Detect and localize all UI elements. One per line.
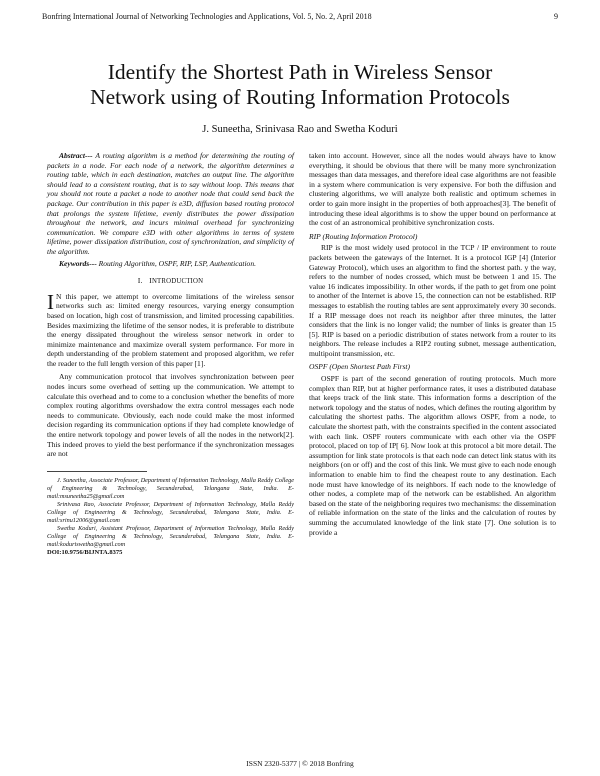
footnote-author-1: J. Suneetha, Associate Professor, Department of Information Technology, Malla Reddy College of Engineering & Technology, Secunderabad, Telangana State, India. E-mail:msuneetha25@gmail.com bbox=[47, 476, 294, 500]
footnote-author-3: Swetha Koduri, Assistant Professor, Department of Information Technology, Malla Reddy College of Engineering & Technology, Secunderabad, Telangana State, India. E-mail:koduriswetha@gmail.com bbox=[47, 524, 294, 548]
rip-paragraph: RIP is the most widely used protocol in the TCP / IP environment to route packets between the gateways of the Internet. It is a protocol IGP [4] (Interior Gateway Protocol), which uses an algorithm to find the shortest path. y the way, refers to the number of nodes crossed, which must be between 1 and 15. The value 16 indicates impossibility. In other words, if the path to get from one point to another of the Internet is above 15, the connection can not be established. RIP messages to establish the routing tables are sent approximately every 30 seconds. If a RIP message does not reach its neighbor after three minutes, the latter considers that the link is no longer valid; the number of links is greater than 15 [5]. RIP is based on a periodic distribution of states network from a router to its neighbors. The release includes a RIP2 routing subnet, message authentication, multipoint transmission, etc. bbox=[309, 243, 556, 358]
page-number: 9 bbox=[554, 12, 558, 21]
journal-name: Bonfring International Journal of Networking Technologies and Applications, Vol. 5, No. 2, April 2018 bbox=[42, 12, 372, 21]
author-list: J. Suneetha, Srinivasa Rao and Swetha Koduri bbox=[202, 124, 398, 135]
section-title-rest: NTRODUCTION bbox=[151, 278, 204, 286]
right-column bbox=[309, 151, 556, 537]
continued-paragraph: taken into account. However, since all the nodes would always have to know everything, it should be obvious that there will be many more synchronization messages than data messages, and therefore ideal case algorithms are not feasible in a system where communication is very expensive. For both the diffusion and clustering algorithms, we will analyze both realistic and optimum schemes in order to gain more insight in the properties of both approaches[3]. The benefit of introducing these ideal algorithms is to show the upper bound on performance at the cost of an astronomical prohibitive synchronization costs. bbox=[309, 151, 556, 228]
abstract-label: Abstract--- bbox=[59, 151, 93, 160]
footnote-author-2: Srinivasa Rao, Associate Professor, Department of Information Technology, Malla Reddy College of Engineering & Technology, Secunderabad, Telangana State, India. E-mail:srinu12006@gmail.com bbox=[47, 500, 294, 524]
page-footer: ISSN 2320-5377 | © 2018 Bonfring bbox=[246, 759, 354, 768]
title-line-2: Network using of Routing Information Protocols bbox=[90, 85, 510, 109]
section-number: I. bbox=[137, 276, 143, 286]
doi: DOI:10.9756/BIJNTA.8375 bbox=[47, 548, 123, 556]
section-heading-introduction bbox=[47, 276, 294, 287]
keywords-label: Keywords--- bbox=[59, 258, 97, 268]
abstract-text: A routing algorithm is a method for determining the routing of packets in a node. For each node of a network, the algorithm determines a routing table, which in each destination, matches an output line. The algorithm should lead to a consistent routing, that is to say without loop. This means that you should not route a packet a node to another node that could send back the package. Our contribution in this paper is e3D, diffusion based routing protocol that prolongs the system lifetime, evenly distributes the power dissipation throughout the network, and incurs minimal overhead for synchronizing communication. We compare e3D with other algorithms in terms of system lifetime, power dissipation distribution, cost of synchronization, and simplicity of the algorithm. bbox=[47, 151, 294, 256]
keywords bbox=[47, 259, 294, 269]
drop-cap: I bbox=[47, 289, 54, 314]
paper-title bbox=[40, 60, 560, 110]
intro-paragraph-1-text: N this paper, we attempt to overcome limitations of the wireless sensor networks such as: limited energy resources, varying energy consumption based on location, high cost of transmission, and limited processing capabilities. Besides maximizing the lifetime of the sensor nodes, it is preferable to distribute the energy dissipated throughout the wireless sensor network in order to minimize maintenance and maximize overall system performance. For more in depth understanding of the problem statement and proposed algorithm, we refer the reader to the full length version of this paper [1]. bbox=[47, 291, 294, 368]
title-line-1: Identify the Shortest Path in Wireless Sensor bbox=[107, 60, 493, 84]
left-column bbox=[47, 151, 294, 557]
running-header bbox=[42, 12, 558, 21]
ospf-paragraph: OSPF is part of the second generation of routing protocols. Much more complex than RIP, but at higher performance rates, it uses a distributed database that keeps track of the link state. This information forms a description of the network topology and the status of nodes, which defines the routing algorithm by calculating the shortest paths. The algorithm allows OSPF, from a node, to calculate the shortest path, with the constraints specified in the content associated with each link. OSPF routers communicate with each other via the OSPF protocol, placed on top of IP[ 6]. Now look at this protocol a bit more detail. The assumption for link state protocols is that each node can detect link status with its neighbors (on or off) and the cost of this link. We must give to each node enough information to enable him to find the cheapest route to any destination. Each node must have knowledge of its neighbors. If each node to the knowledge of other nodes, a complete map of the network can be established. An algorithm based on the state of the neighboring requires two mechanisms: the dissemination of reliable information on the state of the links and the calculation of routes by summing the accumulated knowledge of the link state [7]. One solution is to provide a bbox=[309, 374, 556, 537]
abstract bbox=[47, 151, 294, 257]
intro-paragraph-2: Any communication protocol that involves synchronization between peer nodes incurs some overhead of setting up the communication. We attempt to calculate this overhead and to come to a conclusion whether the benefits of more complex routing algorithms overshadow the extra control messages each node needs to communicate. Obviously, each node could make the most informed decision regarding its communication options if they had complete knowledge of the entire network topology and power levels of all the nodes in the network[2]. This indeed proves to yield the best performance if the synchronization messages are not bbox=[47, 372, 294, 459]
section-initial: I bbox=[149, 276, 152, 286]
intro-paragraph-1 bbox=[47, 289, 294, 369]
ospf-heading: OSPF (Open Shortest Path First) bbox=[309, 362, 411, 372]
keywords-text: Routing Algorithm, OSPF, RIP, LSP, Authentication. bbox=[96, 258, 256, 268]
footnote-rule bbox=[47, 471, 147, 472]
rip-heading: RIP (Routing Information Protocol) bbox=[309, 231, 418, 241]
